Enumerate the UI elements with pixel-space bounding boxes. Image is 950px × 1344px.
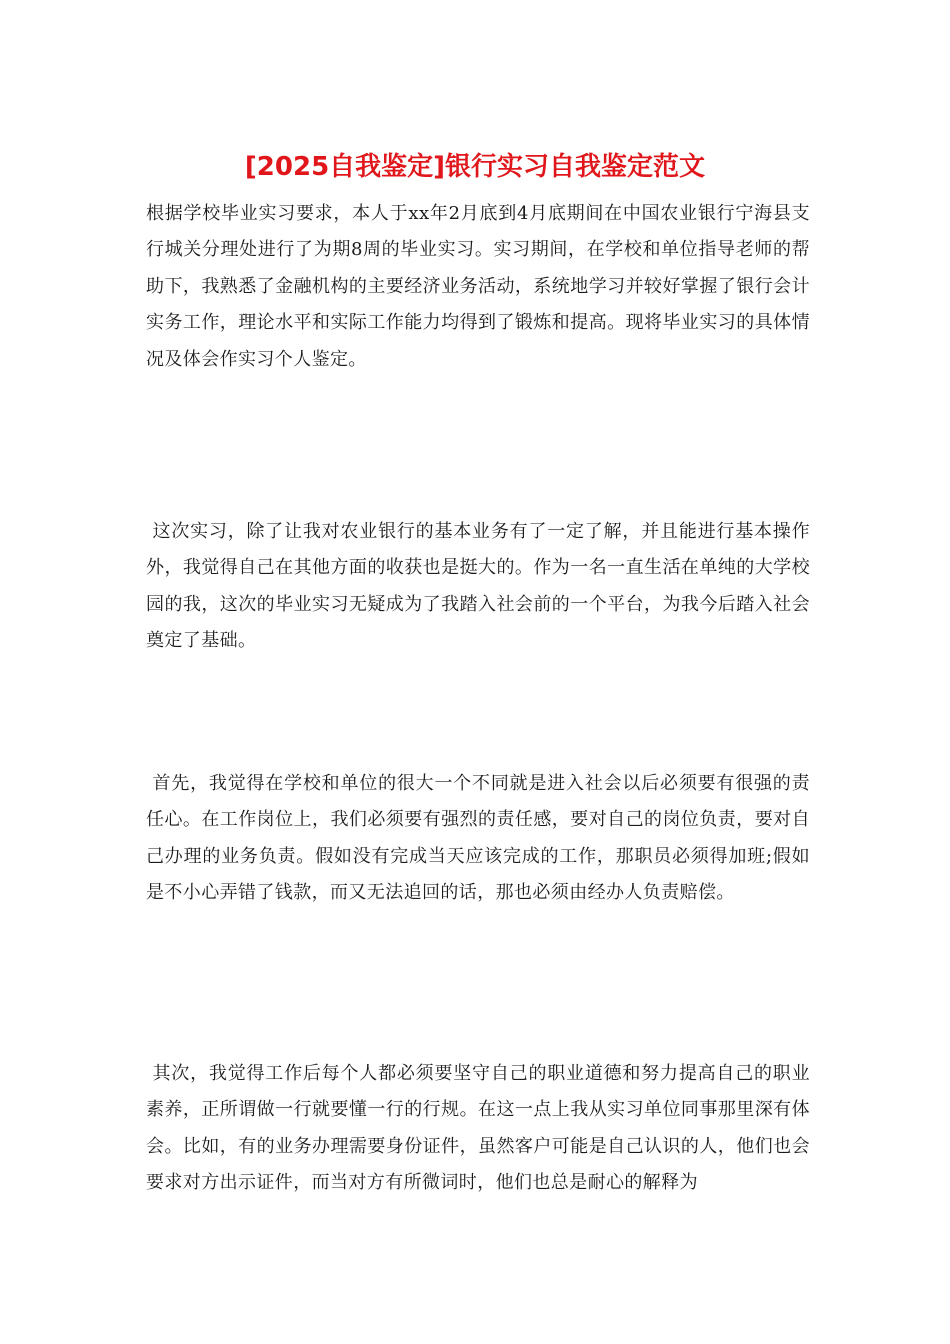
paragraph-internship-gains: 这次实习，除了让我对农业银行的基本业务有了一定了解，并且能进行基本操作外，我觉得自己在其他方面的收获也是挺大的。作为一名一直生活在单纯的大学校园的我，这次的毕业实习无疑成为了我踏入社会前的一个平台，为我今后踏入社会奠定了基础。	[146, 521, 810, 652]
paragraph-responsibility: 首先，我觉得在学校和单位的很大一个不同就是进入社会以后必须要有很强的责任心。在工作岗位上，我们必须要有强烈的责任感，要对自己的岗位负责，要对自己办理的业务负责。假如没有完成当天应该完成的工作，那职员必须得加班;假如是不小心弄错了钱款，而又无法追回的话，那也必须由经办人负责赔偿。	[146, 773, 810, 904]
paragraph-intro: 根据学校毕业实习要求，本人于xx年2月底到4月底期间在中国农业银行宁海县支行城关分理处进行了为期8周的毕业实习。实习期间，在学校和单位指导老师的帮助下，我熟悉了金融机构的主要经济业务活动，系统地学习并较好掌握了银行会计实务工作，理论水平和实际工作能力均得到了锻炼和提高。现将毕业实习的具体情况及体会作实习个人鉴定。	[146, 203, 810, 370]
document-title: [2025自我鉴定]银行实习自我鉴定范文	[244, 152, 706, 182]
paragraph-professional-ethics: 其次，我觉得工作后每个人都必须要坚守自己的职业道德和努力提高自己的职业素养，正所谓做一行就要懂一行的行规。在这一点上我从实习单位同事那里深有体会。比如，有的业务办理需要身份证件，虽然客户可能是自己认识的人，他们也会要求对方出示证件，而当对方有所微词时，他们也总是耐心的解释为	[146, 1063, 810, 1194]
